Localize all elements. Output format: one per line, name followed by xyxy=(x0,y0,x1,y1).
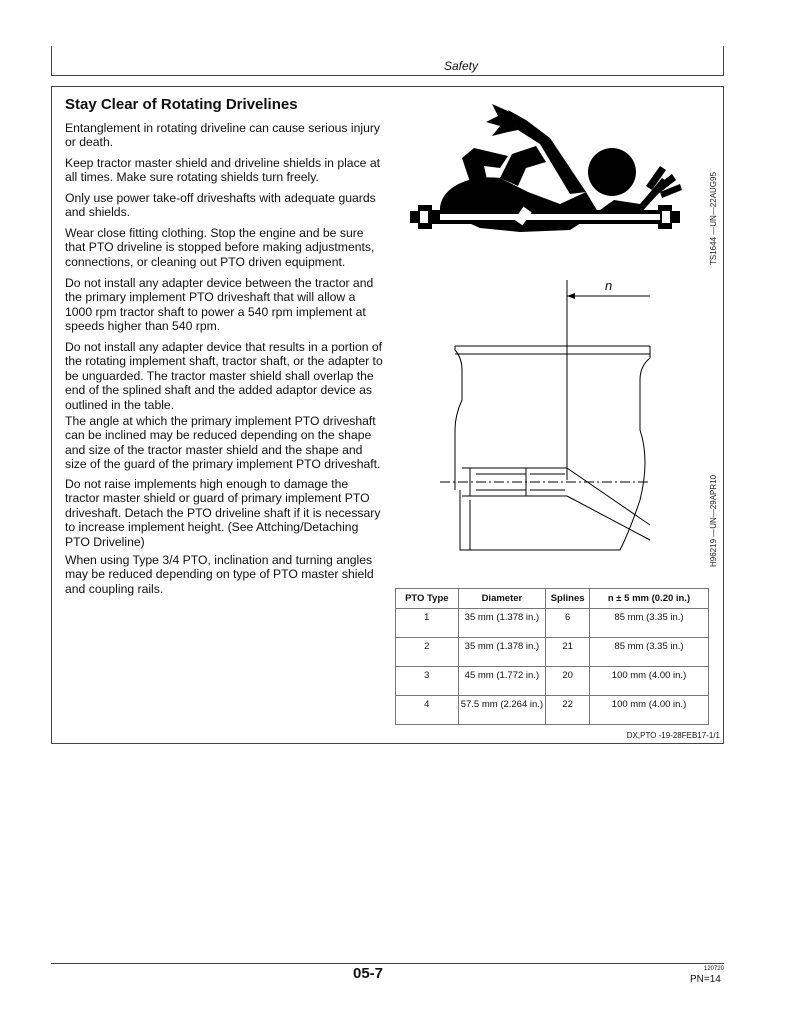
column-header: Diameter xyxy=(458,589,546,609)
warning-figure-id: TS1644 —UN—22AUG95 xyxy=(709,172,718,265)
table-cell: 35 mm (1.378 in.) xyxy=(458,638,546,667)
header-box xyxy=(51,46,724,76)
table-cell: 57.5 mm (2.264 in.) xyxy=(458,696,546,725)
column-header: n ± 5 mm (0.20 in.) xyxy=(590,589,709,609)
paragraph-warning: Entanglement in rotating driveline can cause serious injury or death. xyxy=(65,121,381,150)
table-cell: 85 mm (3.35 in.) xyxy=(590,609,709,638)
column-header: PTO Type xyxy=(396,589,459,609)
diagram-figure-id: H96219 —UN—29APR10 xyxy=(709,474,718,567)
section-title: Stay Clear of Rotating Drivelines xyxy=(65,96,298,113)
table-row xyxy=(396,696,709,725)
page-header-title: Safety xyxy=(443,59,478,73)
page-number: 05-7 xyxy=(353,965,384,982)
paragraph-type34: When using Type 3/4 PTO, inclination and turning angles may be reduced depending on type of PTO master shield and coupling rails. xyxy=(65,553,374,596)
pto-specs-table xyxy=(395,588,709,725)
table-cell: 20 xyxy=(546,667,590,696)
paragraph-adapter-speed: Do not install any adapter device between the tractor and the primary implement PTO driveshaft that will allow a 1000 rpm tractor shaft to power a 540 rpm implement at speeds higher than 540 rpm. xyxy=(65,276,374,334)
paragraph-guards: Only use power take-off driveshafts with adequate guards and shields. xyxy=(65,191,376,220)
table-cell: 1 xyxy=(396,609,459,638)
paragraph-angle: The angle at which the primary implement PTO driveshaft can be inclined may be reduced depending on the shape and size of the tractor master shield and the shape and size of the guard of the primary implement PTO driveshaft. xyxy=(65,414,381,472)
table-cell: 100 mm (4.00 in.) xyxy=(590,667,709,696)
pto-shaft-diagram xyxy=(440,270,690,570)
pn-label: PN=14 xyxy=(690,974,721,985)
dimension-n-label: n xyxy=(605,278,613,293)
table-cell: 45 mm (1.772 in.) xyxy=(458,667,546,696)
table-cell: 2 xyxy=(396,638,459,667)
table-cell: 3 xyxy=(396,667,459,696)
paragraph-raise-implements: Do not raise implements high enough to damage the tractor master shield or guard of primary implement PTO driveshaft. Detach the PTO driveline shaft if it is necessary to increase implement height. (See Attching/Detaching PTO Driveline) xyxy=(65,477,381,549)
table-header-row xyxy=(396,589,709,609)
footer-code: 120720 xyxy=(704,966,725,972)
entanglement-warning-illustration xyxy=(400,100,700,250)
paragraph-shields: Keep tractor master shield and driveline shields in place at all times. Make sure rotating shields turn freely. xyxy=(65,156,381,185)
table-cell: 4 xyxy=(396,696,459,725)
column-header: Splines xyxy=(546,589,590,609)
table-cell: 100 mm (4.00 in.) xyxy=(590,696,709,725)
table-row xyxy=(396,667,709,696)
table-cell: 21 xyxy=(546,638,590,667)
table-row xyxy=(396,638,709,667)
paragraph-adapter-unguarded: Do not install any adapter device that results in a portion of the rotating implement shaft, tractor shaft, or the adapter to be unguarded. The tractor master shield shall overlap the end of the splined shaft and the added adaptor device as outlined in the table. xyxy=(65,340,383,412)
table-row xyxy=(396,609,709,638)
footer-divider xyxy=(51,963,724,964)
table-cell: 6 xyxy=(546,609,590,638)
paragraph-clothing: Wear close fitting clothing. Stop the engine and be sure that PTO driveline is stopped before making adjustments, connections, or cleaning out PTO driven equipment. xyxy=(65,226,375,269)
table-cell: 22 xyxy=(546,696,590,725)
table-cell: 35 mm (1.378 in.) xyxy=(458,609,546,638)
table-cell: 85 mm (3.35 in.) xyxy=(590,638,709,667)
document-reference: DX,PTO -19-28FEB17-1/1 xyxy=(626,731,720,740)
